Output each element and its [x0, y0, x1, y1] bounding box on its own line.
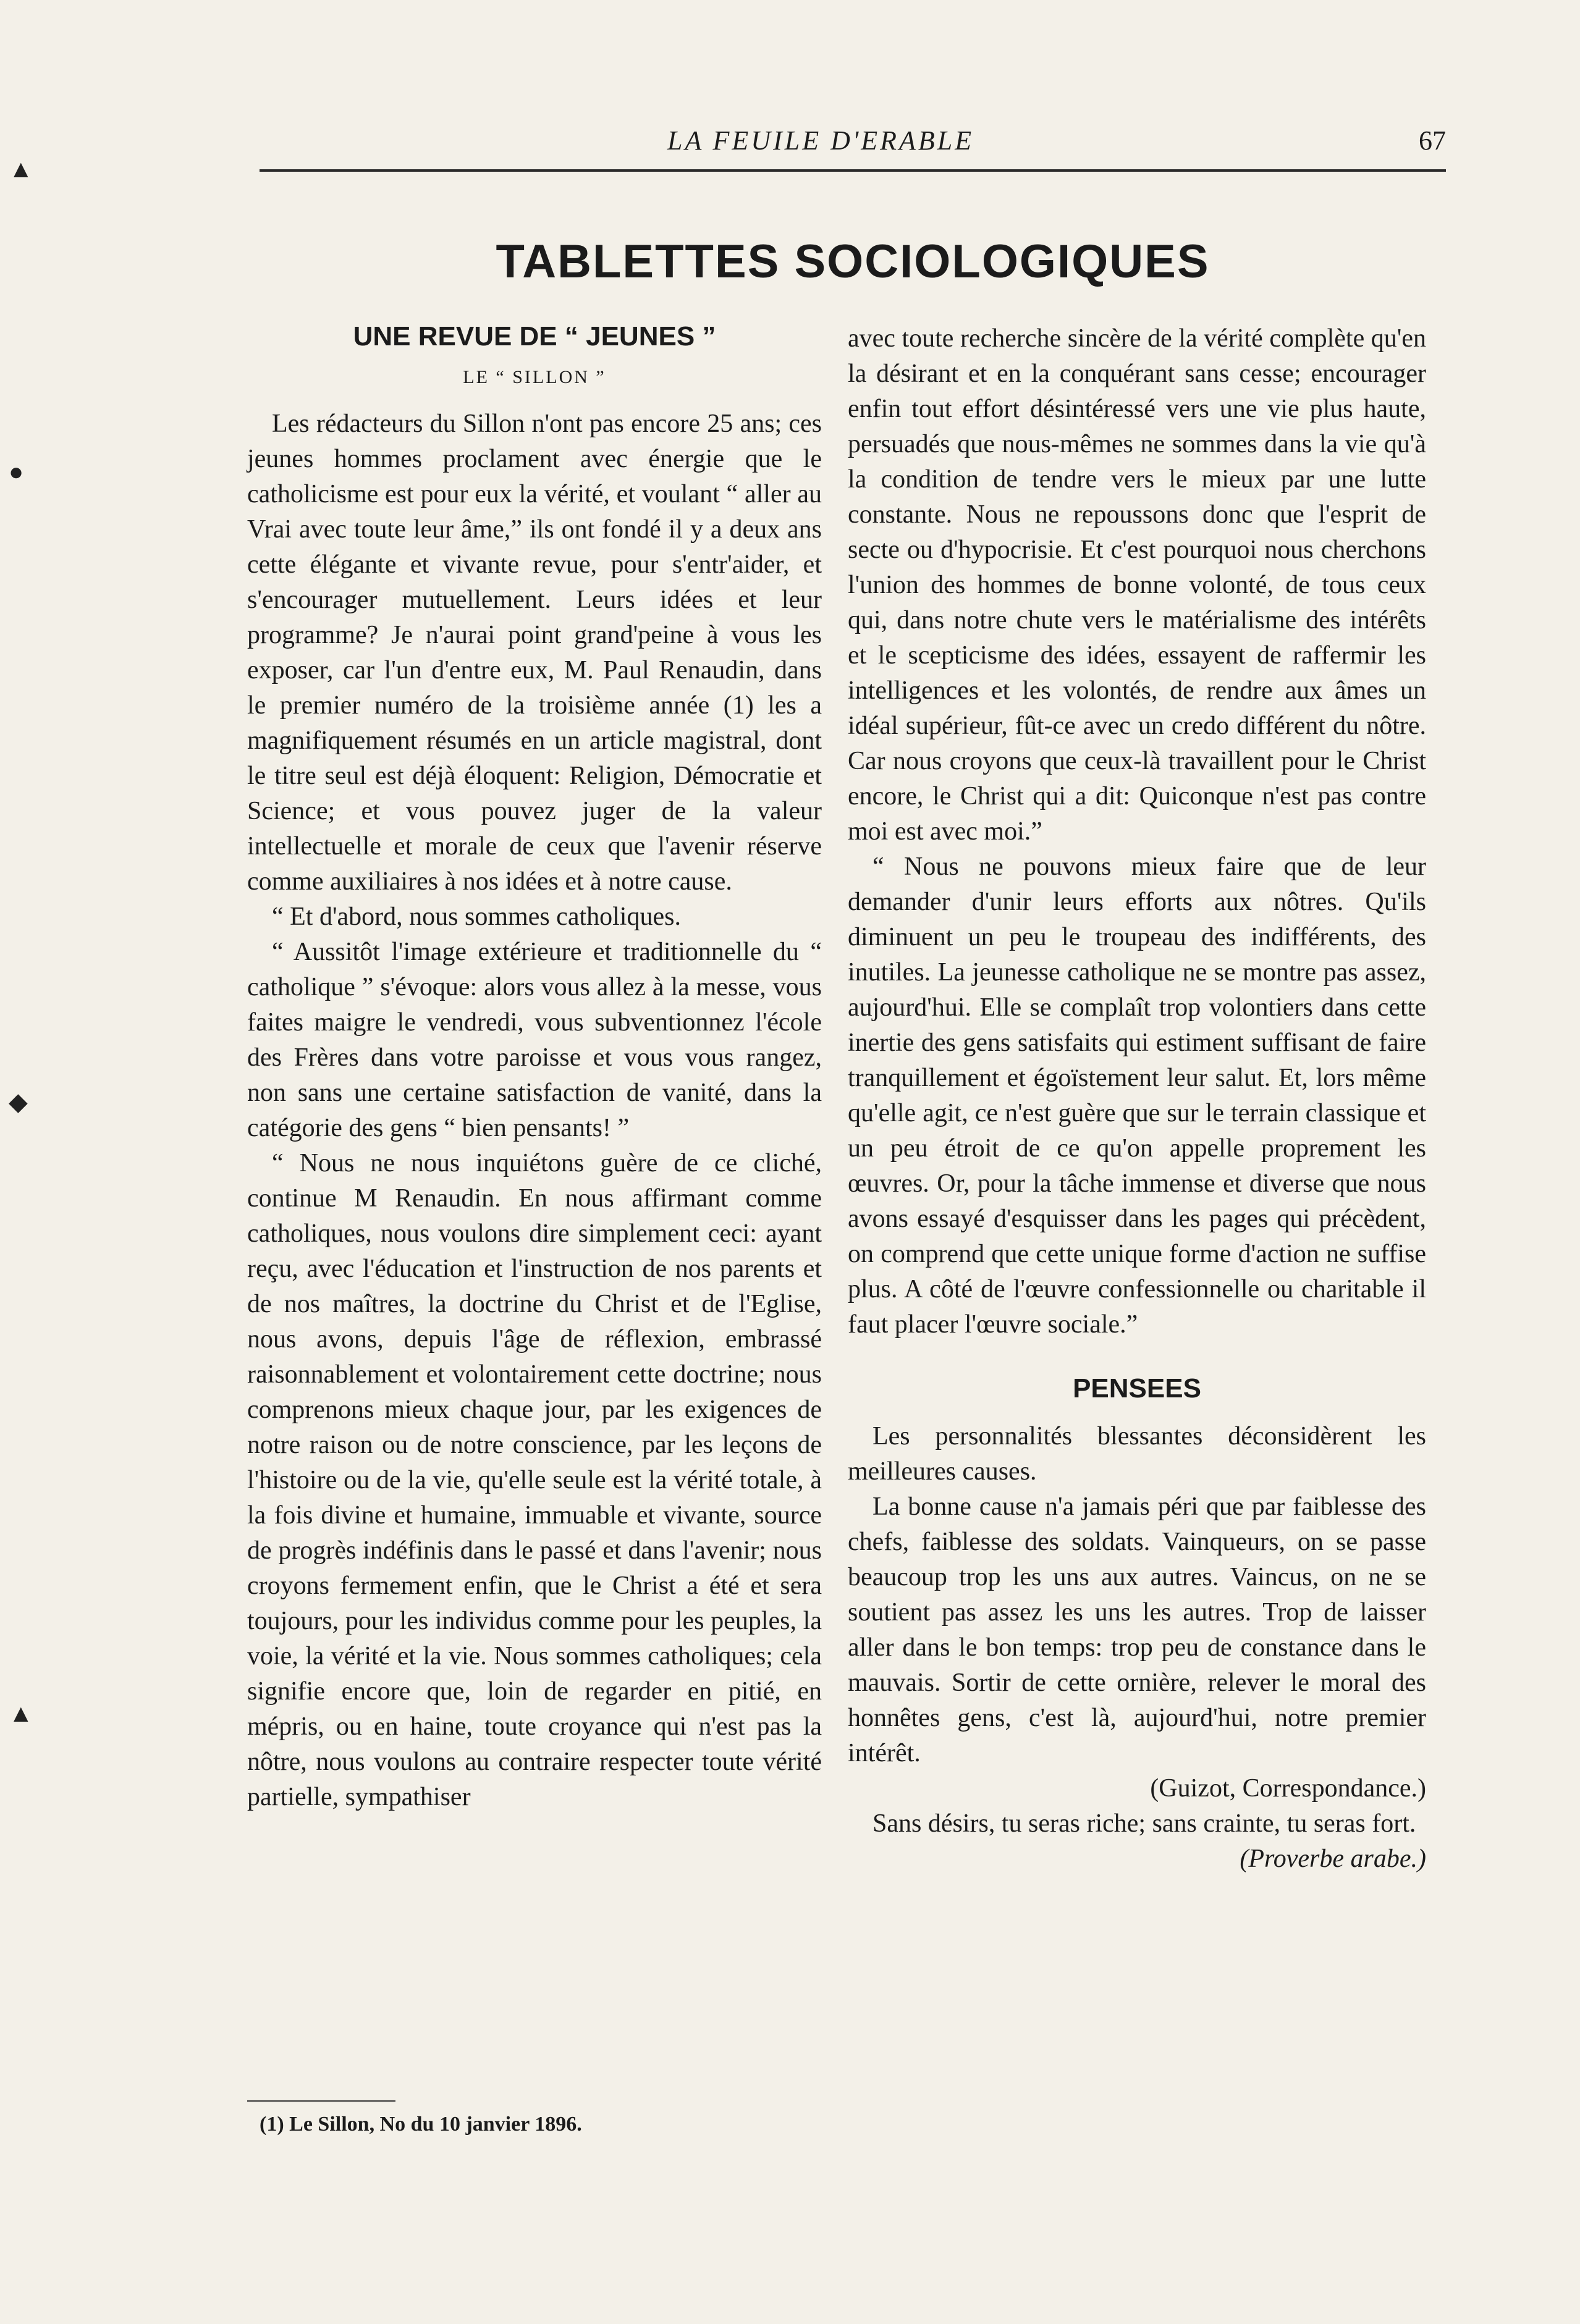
proverb-attribution: (Proverbe arabe.) — [1240, 1845, 1426, 1873]
attribution-guizot: (Guizot, Correspondance.) — [1150, 1774, 1426, 1803]
margin-mark-icon: ● — [9, 458, 24, 486]
proverb-text: Sans désirs, tu seras riche; sans crainte, tu seras fort. — [872, 1809, 1416, 1838]
paragraph: avec toute recherche sincère de la vérité complète qu'en la désirant et en la conquérant sans cesse; encourager enfin tout effort désintéressé vers une vie plus haute, persuadés que nous-mêmes ne sommes dans la vie qu'à la condition de tendre vers le mieux par une lutte constante. Nous ne repoussons donc que l'esprit de secte ou d'hypocrisie. Et c'est pourquoi nous cherchons l'union des hommes de bonne volonté, de tous ceux qui, dans notre chute vers le matérialisme des intérêts et le scepticisme des idées, essayent de raffermir les intelligences et les volontés, de rendre aux âmes un idéal supérieur, fût-ce avec un credo différent du nôtre. Car nous croyons que ceux-là travaillent pour le Christ encore, le Christ qui a dit: Quiconque n'est pas contre moi est avec moi.” — [848, 324, 1426, 846]
margin-mark-icon: ◆ — [9, 1088, 28, 1116]
page-number: 67 — [1419, 125, 1446, 156]
section-gap — [848, 1342, 1426, 1373]
footnote-rule — [247, 2100, 395, 2102]
margin-mark-icon: ▲ — [9, 155, 33, 183]
paragraph: “ Aussitôt l'image extérieure et traditionnelle du “ catholique ” s'évoque: alors vous allez à la messe, vous faites maigre le vendredi, vous subventionnez l'école des Frères dans votre paroisse et vous vous rangez, non sans une certaine satisfaction de vanité, dans la catégorie des gens “ bien pensants! ” — [247, 938, 822, 1142]
proverb — [848, 1806, 1426, 1873]
journal-name: LA FEUILE D'ERABLE — [667, 125, 974, 156]
paragraph: “ Nous ne nous inquiétons guère de ce cliché, continue M Renaudin. En nous affirmant comme catholiques, nous voulons dire simplement ceci: ayant reçu, avec l'éducation et l'instruction de nos parents et de nos maîtres, la doctrine du Christ et de l'Eglise, nous avons, depuis l'âge de réflexion, embrassé raisonnablement et volontairement cette doctrine; nous comprenons mieux chaque jour, par les exigences de notre raison ou de notre conscience, par les leçons de l'histoire ou de la vie, qu'elle seule est la vérité totale, à la fois divine et humaine, immuable et vivante, source de progrès indéfinis dans le passé et dans l'avenir; nous croyons fermement enfin, que le Christ a été et sera toujours, pour les individus comme pour les peuples, la voie, la vérité et la vie. Nous sommes catholiques; cela signifie encore que, loin de regarder en pitié, en mépris, ou en haine, toute croyance qui n'est pas la nôtre, nous voulons au contraire respecter toute vérité partielle, sympathiser — [247, 1149, 822, 1811]
section-heading-pensees: PENSEES — [1073, 1373, 1201, 1404]
running-head — [260, 119, 1446, 172]
paragraph: La bonne cause n'a jamais péri que par faiblesse des chefs, faiblesse des soldats. Vainqueurs, on se passe beaucoup trop les uns aux autres. Vaincus, on ne se soutient pas assez les uns les autres. Trop de laisser aller dans le bon temps: trop peu de constance dans le mauvais. Sortir de cette ornière, relever le moral des honnêtes gens, c'est là, aujourd'hui, notre premier intérêt. — [848, 1492, 1426, 1767]
page-title: TABLETTES SOCIOLOGIQUES — [496, 235, 1210, 288]
paragraph: Les personnalités blessantes déconsidèrent les meilleures causes. — [848, 1422, 1426, 1486]
right-column — [848, 321, 1426, 1877]
section-subheading-sillon: LE “ SILLON ” — [463, 367, 606, 387]
footnote: (1) Le Sillon, No du 10 janvier 1896. — [260, 2113, 582, 2136]
paragraph: Les rédacteurs du Sillon n'ont pas encore 25 ans; ces jeunes hommes proclament avec énergie que le catholicisme est pour eux la vérité, et voulant “ aller au Vrai avec toute leur âme,” ils ont fondé il y a deux ans cette élégante et vivante revue, pour s'entr'aider, et s'encourager mutuellement. Leurs idées et leur programme? Je n'aurai point grand'peine à vous les exposer, car l'un d'entre eux, M. Paul Renaudin, dans le premier numéro de la troisième année (1) les a magnifiquement résumés en un article magistral, dont le titre seul est déjà éloquent: Religion, Démocratie et Science; et vous pouvez juger de la valeur intellectuelle et morale de ceux que l'avenir réserve comme auxiliaires à nos idées et à notre cause. — [247, 410, 822, 896]
paragraph: “ Et d'abord, nous sommes catholiques. — [272, 903, 681, 931]
margin-mark-icon: ▲ — [9, 1699, 33, 1727]
section-heading-jeunes: UNE REVUE DE “ JEUNES ” — [353, 321, 716, 352]
paragraph: “ Nous ne pouvons mieux faire que de leur demander d'unir leurs efforts aux nôtres. Qu'ils diminuent un peu le troupeau des indifférents, des inutiles. La jeunesse catholique ne se montre pas assez, aujourd'hui. Elle se complaît trop volontiers dans cette inertie des gens satisfaits qui estiment suffisant de faire tranquillement et égoïstement leur salut. Et, lors même qu'elle agit, ce n'est guère que sur le terrain classique et un peu étroit de ce qu'on appelle proprement les œuvres. Or, pour la tâche immense et diverse que nous avons essayé d'esquisser dans les pages qui précèdent, on comprend que cette unique forme d'action ne suffise plus. A côté de l'œuvre confessionnelle ou charitable il faut placer l'œuvre sociale.” — [848, 853, 1426, 1339]
left-column — [247, 321, 822, 1815]
